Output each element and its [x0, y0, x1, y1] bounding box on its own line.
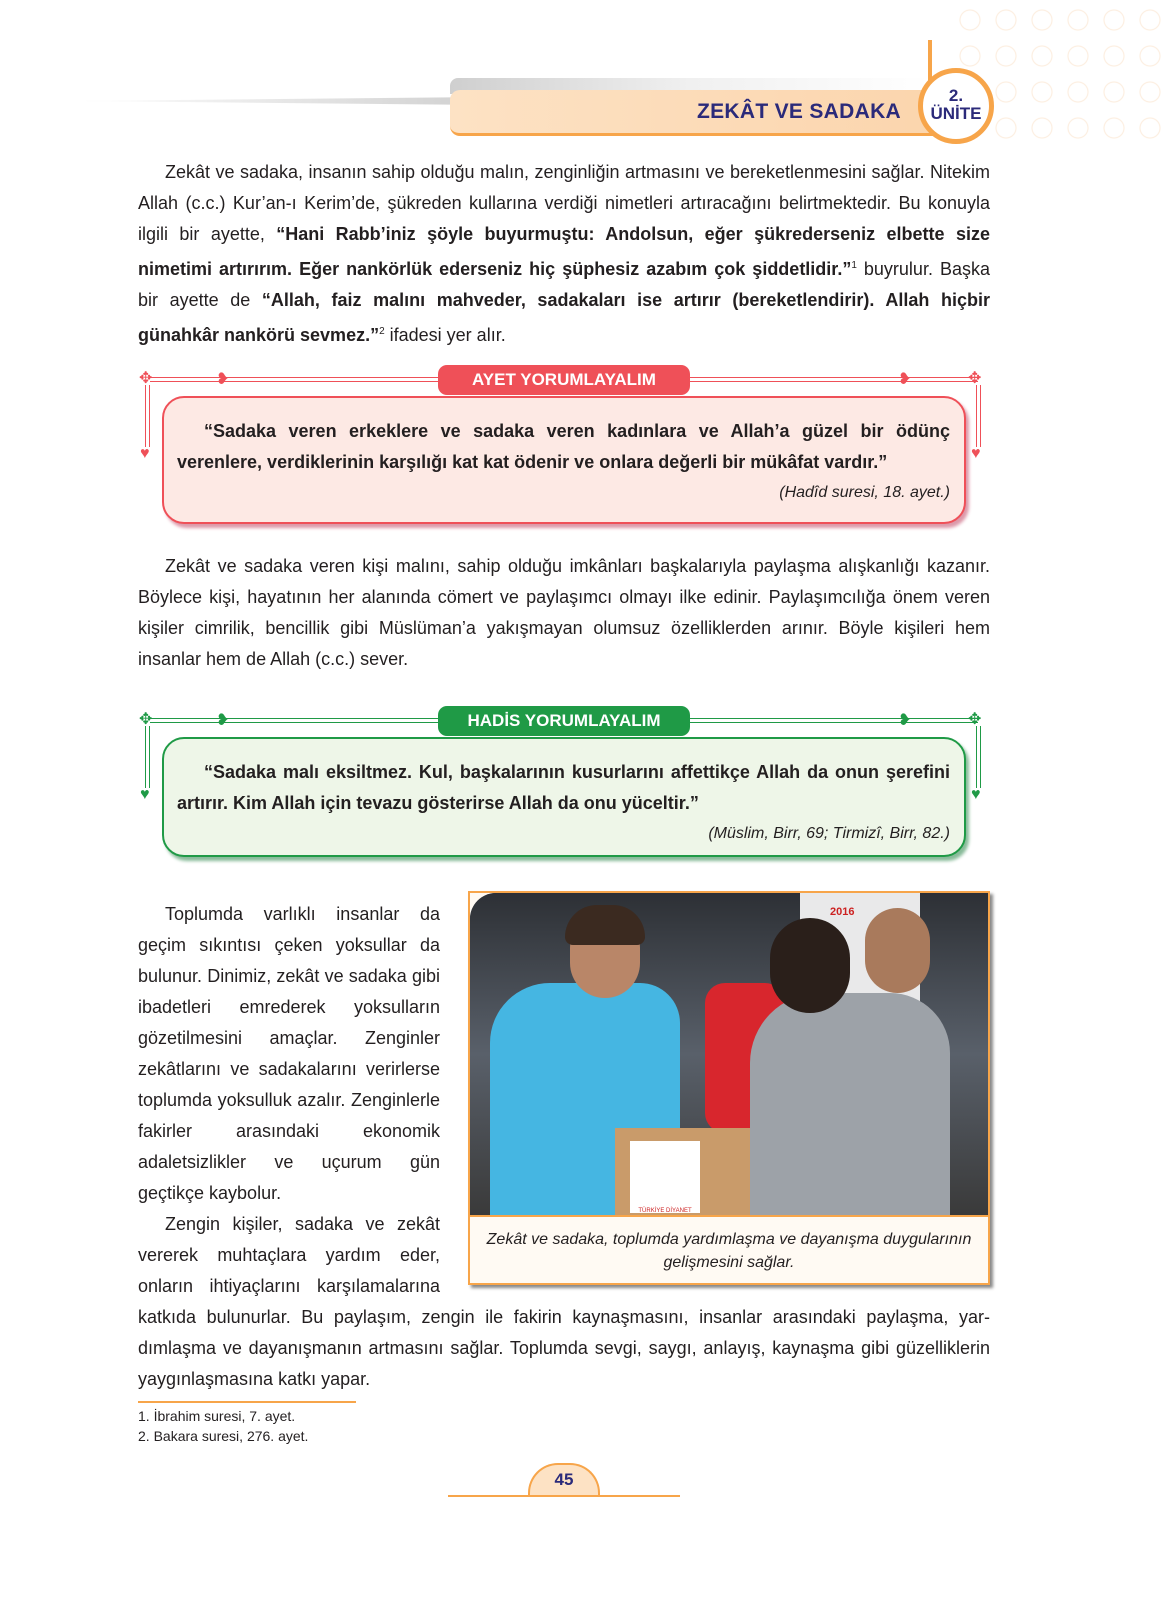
donation-box-label: TÜRKİYE DİYANET: [630, 1141, 700, 1213]
ayet-quote: “Sadaka veren erkeklere ve sadaka veren kadınlara ve Allah’a güzel bir ödünç verenlere, verdiklerinin karşılığı kat kat ödenir ve onlara değerli bir mükâfat vardır.”: [177, 421, 950, 472]
ornament-rule: [976, 726, 981, 788]
unit-number: 2.: [948, 86, 964, 105]
hadis-source: (Müslim, Birr, 69; Tirmizî, Birr, 82.): [708, 825, 950, 842]
paragraph: Zekât ve sadaka veren kişi malını, sahip olduğu imkânları başkalarıyla paylaşma alışkanlığı kazanır. Böylece kişi, hayatının her alanında cömert ve paylaşımcı olmayı ilke edinir. Paylaşımcılığa önem veren kişiler cimrilik, bencillik gibi Müslüman’a yakışmayan olumsuz özelliklerden arınır. Böyle kişileri hem insanlar hem de Allah (c.c.) sever.: [138, 556, 990, 669]
unit-label: ÜNİTE: [930, 104, 982, 123]
tulip-ornament-icon: ❥: [898, 712, 912, 729]
page-number-line: [448, 1495, 680, 1497]
intro-paragraph: [138, 157, 990, 351]
intro-text: ifadesi yer alır.: [384, 325, 506, 345]
flower-ornament-icon: ✥: [968, 370, 982, 387]
ayet-source: (Hadîd suresi, 18. ayet.): [779, 484, 950, 501]
ornament-rule: [145, 726, 150, 788]
footnote-1: 1. İbrahim suresi, 7. ayet.: [138, 1408, 296, 1424]
tulip-ornament-icon: ❥: [216, 712, 230, 729]
banner-year: 2016: [830, 906, 855, 918]
page-number: 45: [528, 1463, 600, 1495]
ornament-rule: [688, 718, 978, 723]
verse-quote-1: “Hani Rabb’iniz şöyle buyurmuştu: Andolsun, eğer şükrederseniz elbette size nimetimi artırırım. Eğer nankörlük ederseniz hiç şüphesiz azabım çok şiddetlidir.”: [138, 224, 990, 279]
paragraph: Toplumda varlıklı insanlar da geçim sıkıntısı çeken yoksullar da bulunur. Dinimiz, zekât ve sadaka gibi ibadetleri emrederek yoksulların gözetilmesini amaçlar. Zenginler zekâtlarını ve sadakalarını verirlerse toplumda yoksulluk azalır. Zenginlerle fakirler arasındaki ekonomik adaletsizlikler ve uçurum gün geçtikçe kaybolur.: [138, 904, 440, 1203]
hadis-quote: “Sadaka malı eksiltmez. Kul, başkalarının kusurlarını affettikçe Allah da onun şerefini artırır. Kim Allah için tevazu gösterirse Allah da onu yüceltir.”: [177, 762, 950, 813]
charity-photo: [470, 893, 988, 1215]
ornament-rule: [688, 377, 978, 382]
footnote-2: 2. Bakara suresi, 276. ayet.: [138, 1428, 309, 1444]
chapter-title: ZEKÂT VE SADAKA: [697, 100, 902, 123]
photo-caption: Zekât ve sadaka, toplumda yardımlaşma ve dayanışma duygularının gelişmesini sağlar.: [470, 1215, 988, 1274]
footnote-divider: [138, 1401, 356, 1403]
text-with-figure: [138, 899, 990, 1395]
ornament-rule: [150, 377, 440, 382]
verse-quote-2: “Allah, faiz malını mahveder, sadakaları ise artırır (bereketlendirir). Allah hiçbir günahkâr nankörü sevmez.”: [138, 290, 990, 345]
tulip-ornament-icon: ♥: [971, 786, 981, 803]
ayet-box-title: AYET YORUMLAYALIM: [438, 365, 690, 395]
tulip-ornament-icon: ♥: [140, 445, 150, 462]
intro-text: buyrulur. Başka bir ayette de: [138, 259, 990, 310]
ornament-rule: [145, 385, 150, 447]
flower-ornament-icon: ✥: [968, 711, 982, 728]
header-line: [70, 97, 490, 105]
hadis-box: [162, 737, 966, 857]
unit-badge: [918, 68, 994, 144]
footnote-ref-1: 1: [851, 260, 857, 271]
hadis-box-title: HADİS YORUMLAYALIM: [438, 706, 690, 736]
paragraph: Zengin kişiler, sadaka ve zekât vererek muhtaçlara yardım eder, onların ihtiyaçlarını karşılamalarına katkıda bulunurlar. Bu paylaşım, zengin ile fakirin kaynaşmasını, insanlar arasındaki paylaşma, yardımlaşma ve dayanışmanın artmasını sağlar. Toplumda sevgi, saygı, anlayış, kaynaşma gibi güzelliklerin yaygınlaşmasına katkı yapar.: [138, 1214, 990, 1389]
footnote-ref-2: 2: [379, 326, 385, 337]
flower-ornament-icon: ✥: [139, 711, 153, 728]
ayet-box: [162, 396, 966, 524]
ornament-rule: [150, 718, 440, 723]
tulip-ornament-icon: ♥: [971, 445, 981, 462]
tulip-ornament-icon: ❥: [216, 371, 230, 388]
tulip-ornament-icon: ❥: [898, 371, 912, 388]
tulip-ornament-icon: ♥: [140, 786, 150, 803]
intro-text: Zekât ve sadaka, insanın sahip olduğu malın, zenginliğin artmasını ve bereketlenmesini sağlar. Nitekim Allah (c.c.) Kur’an-ı Kerim’de, şükreden kullarına verdiği nimetleri artıracağını belirtmektedir. Bu konuyla ilgili bir ayette,: [138, 162, 990, 244]
flower-ornament-icon: ✥: [139, 370, 153, 387]
photo-figure: [468, 891, 990, 1285]
ornament-rule: [976, 385, 981, 447]
